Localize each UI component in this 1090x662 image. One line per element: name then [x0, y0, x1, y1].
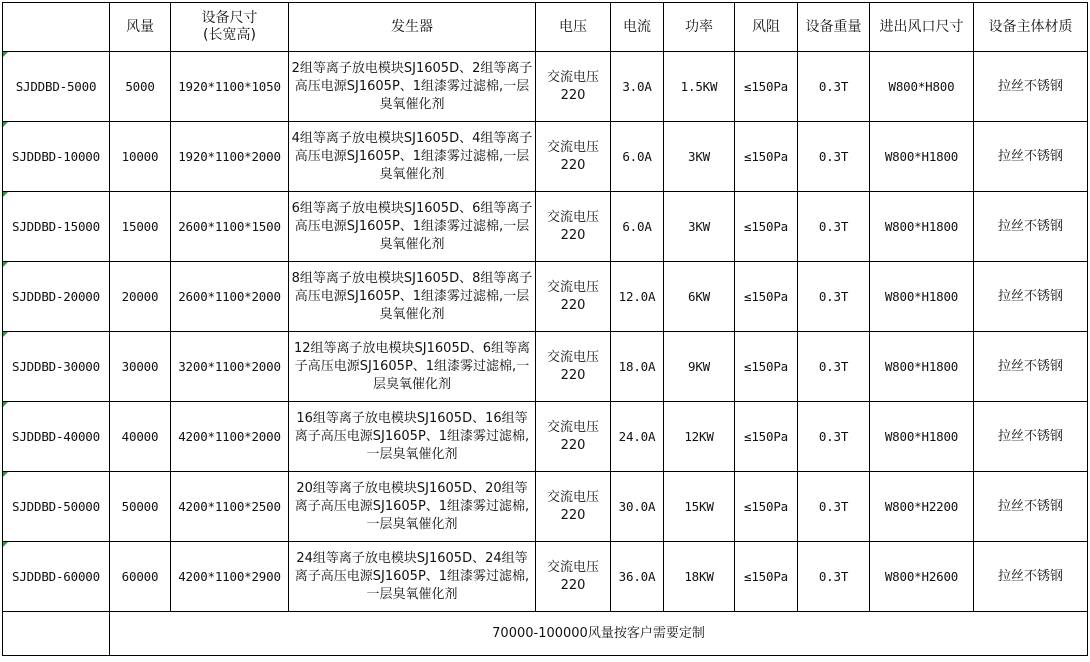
table-row	[3, 402, 1088, 472]
cell-weight: 0.3T	[798, 52, 870, 122]
cell-voltage: 交流电压220	[536, 192, 611, 262]
header-airflow: 风量	[110, 3, 171, 52]
header-size	[171, 3, 289, 52]
cell-power: 1.5KW	[664, 52, 735, 122]
cell-resistance: ≤150Pa	[735, 192, 798, 262]
cell-airflow: 50000	[110, 472, 171, 542]
cell-size: 1920*1100*2000	[171, 122, 289, 192]
cell-port-size: W800*H800	[870, 52, 974, 122]
cell-current: 36.0A	[611, 542, 664, 612]
cell-model: SJDDBD-30000	[3, 332, 110, 402]
footer-row	[3, 612, 1088, 656]
cell-voltage: 交流电压220	[536, 332, 611, 402]
cell-generator: 8组等离子放电模块SJ1605D、8组等离子高压电源SJ1605P、1组漆雾过滤棉,一层臭氧催化剂	[289, 262, 536, 332]
table-row	[3, 192, 1088, 262]
table-row	[3, 542, 1088, 612]
cell-material: 拉丝不锈钢	[974, 542, 1088, 612]
footer-note: 70000-100000风量按客户需要定制	[110, 612, 1088, 656]
cell-power: 15KW	[664, 472, 735, 542]
cell-material: 拉丝不锈钢	[974, 52, 1088, 122]
header-power: 功率	[664, 3, 735, 52]
spec-table	[2, 2, 1088, 656]
cell-size: 4200*1100*2500	[171, 472, 289, 542]
cell-power: 6KW	[664, 262, 735, 332]
header-generator: 发生器	[289, 3, 536, 52]
cell-power: 18KW	[664, 542, 735, 612]
cell-airflow: 10000	[110, 122, 171, 192]
cell-weight: 0.3T	[798, 402, 870, 472]
cell-airflow: 30000	[110, 332, 171, 402]
cell-current: 3.0A	[611, 52, 664, 122]
cell-port-size: W800*H1800	[870, 262, 974, 332]
cell-model: SJDDBD-20000	[3, 262, 110, 332]
footer-empty-cell	[3, 612, 110, 656]
cell-weight: 0.3T	[798, 262, 870, 332]
cell-weight: 0.3T	[798, 122, 870, 192]
cell-material: 拉丝不锈钢	[974, 472, 1088, 542]
cell-weight: 0.3T	[798, 472, 870, 542]
cell-generator: 4组等离子放电模块SJ1605D、4组等离子高压电源SJ1605P、1组漆雾过滤棉,一层臭氧催化剂	[289, 122, 536, 192]
cell-material: 拉丝不锈钢	[974, 332, 1088, 402]
cell-power: 3KW	[664, 192, 735, 262]
cell-current: 18.0A	[611, 332, 664, 402]
header-resistance: 风阻	[735, 3, 798, 52]
cell-port-size: W800*H1800	[870, 122, 974, 192]
header-weight: 设备重量	[798, 3, 870, 52]
cell-material: 拉丝不锈钢	[974, 122, 1088, 192]
cell-current: 6.0A	[611, 192, 664, 262]
cell-voltage: 交流电压220	[536, 542, 611, 612]
cell-airflow: 5000	[110, 52, 171, 122]
header-material: 设备主体材质	[974, 3, 1088, 52]
header-size-line1: 设备尺寸	[201, 10, 258, 26]
cell-resistance: ≤150Pa	[735, 472, 798, 542]
cell-material: 拉丝不锈钢	[974, 262, 1088, 332]
cell-generator: 24组等离子放电模块SJ1605D、24组等离子高压电源SJ1605P、1组漆雾过滤棉,一层臭氧催化剂	[289, 542, 536, 612]
cell-size: 2600*1100*2000	[171, 262, 289, 332]
table-row	[3, 52, 1088, 122]
cell-airflow: 60000	[110, 542, 171, 612]
cell-port-size: W800*H1800	[870, 402, 974, 472]
cell-resistance: ≤150Pa	[735, 52, 798, 122]
cell-resistance: ≤150Pa	[735, 122, 798, 192]
cell-resistance: ≤150Pa	[735, 332, 798, 402]
cell-model: SJDDBD-15000	[3, 192, 110, 262]
cell-generator: 12组等离子放电模块SJ1605D、6组等离子高压电源SJ1605P、1组漆雾过滤棉,一层臭氧催化剂	[289, 332, 536, 402]
cell-port-size: W800*H1800	[870, 332, 974, 402]
cell-generator: 6组等离子放电模块SJ1605D、6组等离子高压电源SJ1605P、1组漆雾过滤棉,一层臭氧催化剂	[289, 192, 536, 262]
cell-material: 拉丝不锈钢	[974, 402, 1088, 472]
cell-resistance: ≤150Pa	[735, 402, 798, 472]
cell-material: 拉丝不锈钢	[974, 192, 1088, 262]
table-row	[3, 262, 1088, 332]
cell-power: 9KW	[664, 332, 735, 402]
header-model	[3, 3, 110, 52]
cell-port-size: W800*H1800	[870, 192, 974, 262]
cell-model: SJDDBD-10000	[3, 122, 110, 192]
cell-power: 12KW	[664, 402, 735, 472]
cell-current: 30.0A	[611, 472, 664, 542]
cell-resistance: ≤150Pa	[735, 542, 798, 612]
cell-voltage: 交流电压220	[536, 472, 611, 542]
cell-generator: 20组等离子放电模块SJ1605D、20组等离子高压电源SJ1605P、1组漆雾过滤棉,一层臭氧催化剂	[289, 472, 536, 542]
header-size-line2: (长宽高)	[203, 27, 256, 43]
cell-weight: 0.3T	[798, 332, 870, 402]
cell-generator: 16组等离子放电模块SJ1605D、16组等离子高压电源SJ1605P、1组漆雾过滤棉,一层臭氧催化剂	[289, 402, 536, 472]
cell-airflow: 20000	[110, 262, 171, 332]
cell-voltage: 交流电压220	[536, 52, 611, 122]
cell-port-size: W800*H2200	[870, 472, 974, 542]
cell-size: 4200*1100*2900	[171, 542, 289, 612]
cell-model: SJDDBD-50000	[3, 472, 110, 542]
cell-port-size: W800*H2600	[870, 542, 974, 612]
cell-size: 2600*1100*1500	[171, 192, 289, 262]
cell-model: SJDDBD-60000	[3, 542, 110, 612]
table-row	[3, 122, 1088, 192]
cell-current: 6.0A	[611, 122, 664, 192]
cell-weight: 0.3T	[798, 542, 870, 612]
cell-weight: 0.3T	[798, 192, 870, 262]
header-current: 电流	[611, 3, 664, 52]
cell-size: 3200*1100*2000	[171, 332, 289, 402]
cell-airflow: 15000	[110, 192, 171, 262]
cell-resistance: ≤150Pa	[735, 262, 798, 332]
cell-size: 1920*1100*1050	[171, 52, 289, 122]
cell-model: SJDDBD-5000	[3, 52, 110, 122]
header-voltage: 电压	[536, 3, 611, 52]
table-row	[3, 332, 1088, 402]
cell-airflow: 40000	[110, 402, 171, 472]
header-port-size: 进出风口尺寸	[870, 3, 974, 52]
header-row	[3, 3, 1088, 52]
cell-model: SJDDBD-40000	[3, 402, 110, 472]
cell-voltage: 交流电压220	[536, 262, 611, 332]
cell-power: 3KW	[664, 122, 735, 192]
cell-generator: 2组等离子放电模块SJ1605D、2组等离子高压电源SJ1605P、1组漆雾过滤棉,一层臭氧催化剂	[289, 52, 536, 122]
cell-current: 24.0A	[611, 402, 664, 472]
cell-voltage: 交流电压220	[536, 122, 611, 192]
cell-current: 12.0A	[611, 262, 664, 332]
table-row	[3, 472, 1088, 542]
cell-size: 4200*1100*2000	[171, 402, 289, 472]
cell-voltage: 交流电压220	[536, 402, 611, 472]
